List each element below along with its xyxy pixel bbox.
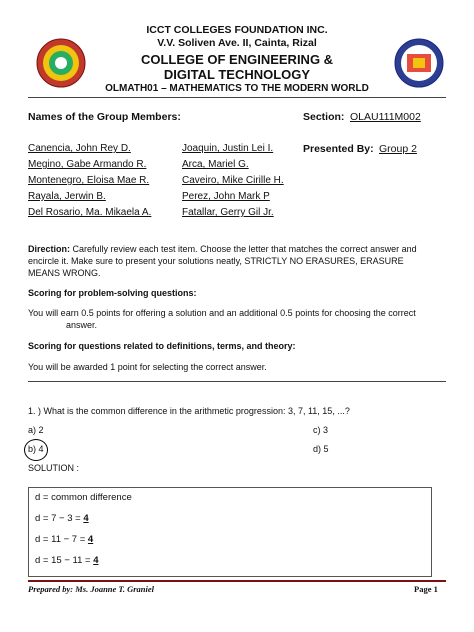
member-left-4: Rayala, Jerwin B.: [28, 191, 106, 202]
solution-line-1-text: d = common difference: [35, 492, 132, 503]
solution-line-2-answer: 4: [83, 513, 89, 524]
direction-label: Direction:: [28, 244, 71, 254]
college-line2: DIGITAL TECHNOLOGY: [163, 67, 311, 82]
member-left-2: Megino, Gabe Armando R.: [28, 159, 147, 170]
presented-value: Group 2: [379, 143, 417, 155]
org-address: V.V. Soliven Ave. II, Cainta, Rizal: [157, 37, 317, 49]
choice-a[interactable]: a) 2: [28, 425, 44, 435]
solution-line-4-answer: 4: [93, 555, 99, 566]
presented-label: Presented By:: [303, 143, 374, 155]
solution-line-2-text: d = 7 − 3 =: [35, 513, 84, 524]
member-left-1: Canencia, John Rey D.: [28, 143, 131, 154]
choice-b[interactable]: b) 4: [28, 444, 44, 454]
direction-block: [28, 243, 446, 279]
member-right-4: Perez, John Mark P: [182, 191, 270, 202]
header-divider: [28, 97, 446, 98]
direction-text-3: MEANS WRONG.: [28, 268, 101, 278]
member-right-3: Caveiro, Mike Cirille H.: [182, 175, 284, 186]
member-right-1: Joaquin, Justin Lei I.: [182, 143, 274, 154]
solution-line-4: [35, 555, 99, 566]
scoring-problem-text-1: You will earn 0.5 points for offering a solution and an additional 0.5 points for choosing the correct: [28, 308, 416, 318]
direction-text-2: encircle it. Make sure to present your solutions neatly, STRICTLY NO ERASURES, ERASURE: [28, 256, 404, 266]
scoring-theory-heading: Scoring for questions related to definitions, terms, and theory:: [28, 341, 296, 351]
college-line1: COLLEGE OF ENGINEERING &: [140, 52, 334, 67]
scoring-problem-heading: Scoring for problem-solving questions:: [28, 288, 197, 298]
choice-c[interactable]: c) 3: [313, 425, 329, 435]
course-title: OLMATH01 – MATHEMATICS TO THE MODERN WORLD: [105, 83, 369, 94]
selected-answer-circle: [24, 439, 48, 461]
direction-text-1: Carefully review each test item. Choose the letter that matches the correct answer and: [70, 244, 417, 254]
scoring-problem-text-2: answer.: [66, 320, 98, 330]
page-number: Page 1: [414, 584, 438, 594]
member-right-2: Arca, Mariel G.: [182, 159, 249, 170]
solution-line-4-text: d = 15 − 11 =: [35, 555, 94, 566]
section-label: Section:: [303, 111, 345, 123]
solution-line-3-text: d = 11 − 7 =: [35, 534, 88, 545]
solution-line-2: [35, 513, 89, 524]
prepared-by: Prepared by: Ms. Joanne T. Graniel: [28, 584, 155, 594]
members-label: Names of the Group Members:: [28, 111, 181, 123]
member-right-5: Fatallar, Gerry Gil Jr.: [182, 207, 274, 218]
solution-box: [28, 487, 432, 577]
solution-line-1: [35, 492, 132, 503]
solution-line-3: [35, 534, 93, 545]
section-value: OLAU111M002: [350, 111, 421, 123]
solution-line-3-answer: 4: [87, 534, 94, 545]
solution-label: SOLUTION :: [28, 463, 80, 473]
footer-divider: [28, 580, 446, 582]
choice-d[interactable]: d) 5: [313, 444, 329, 454]
section-divider: [28, 381, 446, 382]
member-left-5: Del Rosario, Ma. Mikaela A.: [28, 207, 152, 218]
org-name: ICCT COLLEGES FOUNDATION INC.: [146, 24, 328, 36]
member-left-3: Montenegro, Eloisa Mae R.: [28, 175, 150, 186]
question-text: 1. ) What is the common difference in the arithmetic progression: 3, 7, 11, 15, ...?: [28, 406, 350, 416]
scoring-theory-text: You will be awarded 1 point for selecting the correct answer.: [28, 362, 267, 372]
